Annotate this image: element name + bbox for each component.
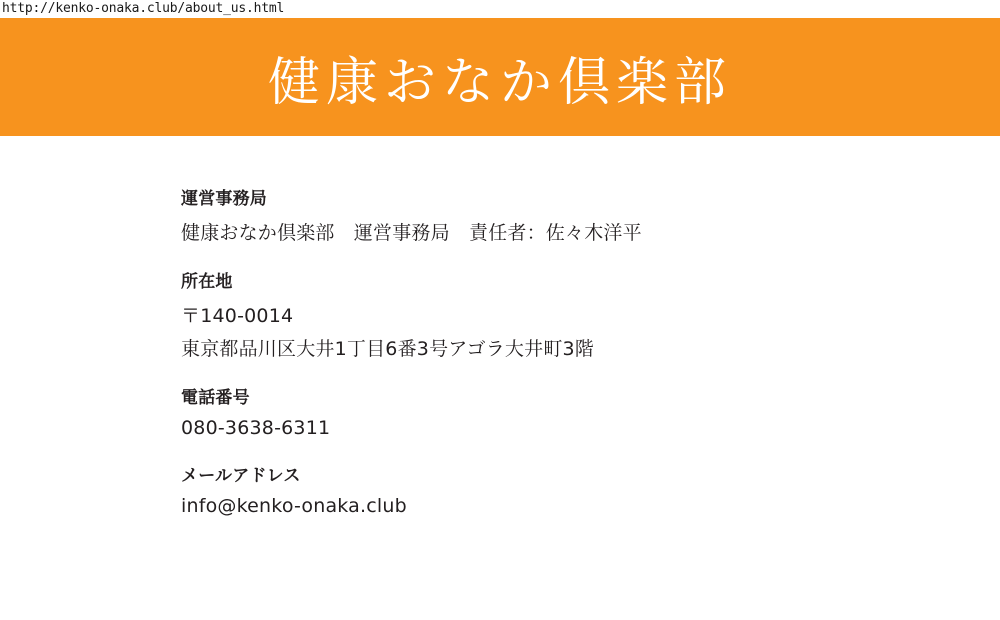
main-content <box>0 136 1000 620</box>
section-operations-office <box>181 184 1000 245</box>
section-line: 〒140-0014 <box>181 305 294 327</box>
section-address <box>181 267 1000 361</box>
section-line: 080-3638-6311 <box>181 417 331 439</box>
content-inner <box>0 136 1000 517</box>
section-heading: 電話番号 <box>181 388 250 408</box>
site-header <box>0 18 1000 136</box>
page-title: 健康おなか倶楽部 <box>267 52 732 113</box>
url-bar[interactable]: http://kenko-onaka.club/about_us.html <box>0 0 1000 18</box>
section-line: 健康おなか倶楽部 運営事務局 責任者：佐々木洋平 <box>181 222 642 244</box>
section-heading: 所在地 <box>181 272 233 292</box>
section-heading: 運営事務局 <box>181 189 267 209</box>
section-heading: メールアドレス <box>181 466 301 486</box>
section-email-address <box>181 461 1000 517</box>
section-line: 東京都品川区大井1丁目6番3号アゴラ大井町3階 <box>181 338 595 360</box>
section-line: info@kenko-onaka.club <box>181 495 407 517</box>
section-phone-number <box>181 383 1000 439</box>
